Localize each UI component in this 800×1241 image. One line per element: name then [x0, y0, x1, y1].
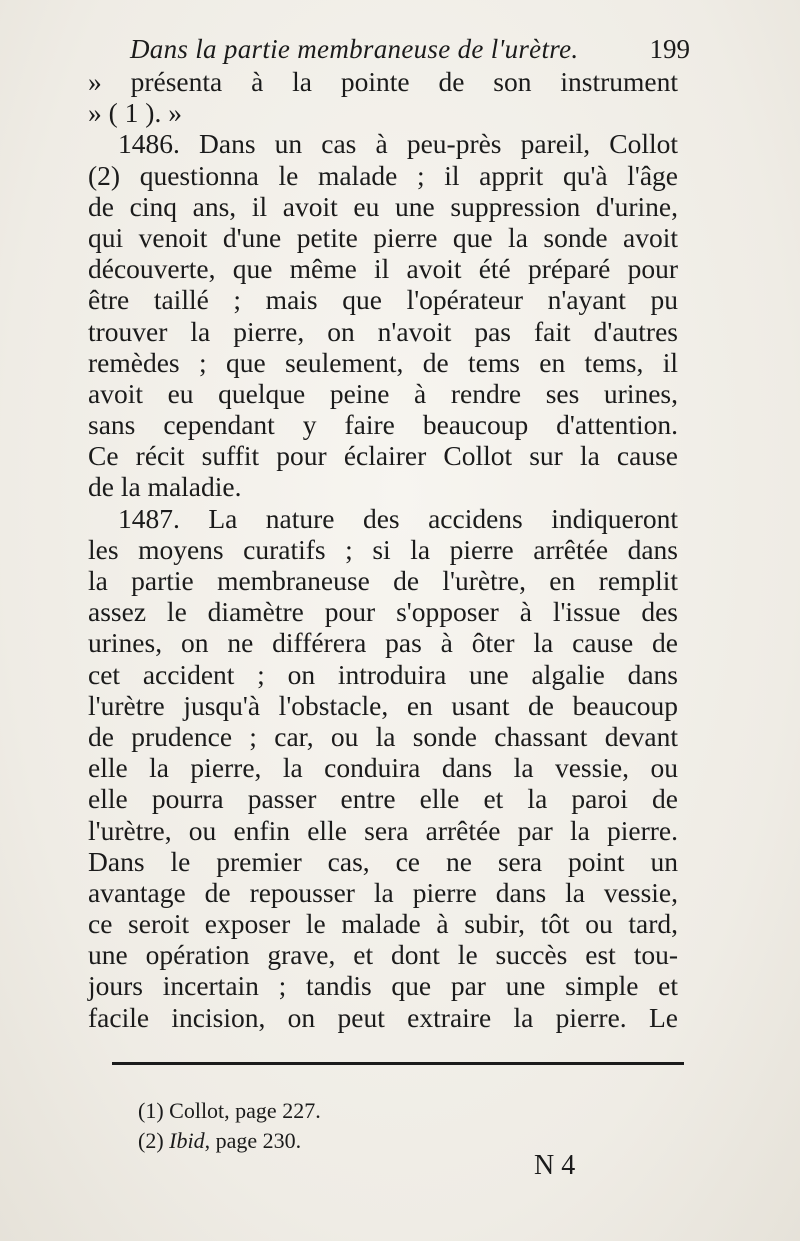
text-line: qui venoit d'une petite pierre que la sonde avoit: [88, 221, 678, 253]
footnote-2: [138, 1126, 321, 1156]
footnotes: [138, 1096, 321, 1156]
text-line: avantage de repousser la pierre dans la vessie,: [88, 876, 678, 908]
text-line: (2) questionna le malade ; il apprit qu'à l'âge: [88, 159, 678, 191]
text-line: 1486. Dans un cas à peu-près pareil, Collot: [118, 128, 678, 160]
text-line: de cinq ans, il avoit eu une suppression d'urine,: [88, 190, 678, 222]
text-line: Dans le premier cas, ce ne sera point un: [88, 845, 678, 877]
text-line: jours incertain ; tandis que par une simple et: [88, 970, 678, 1002]
text-line: » présenta à la pointe de son instrument: [88, 66, 678, 97]
signature-mark: N 4: [534, 1150, 576, 1181]
text-line: cet accident ; on introduira une algalie dans: [88, 658, 678, 690]
text-line: l'urètre jusqu'à l'obstacle, en usant de beaucoup: [88, 689, 678, 721]
footnote-2-ibid: Ibid: [169, 1128, 205, 1153]
text-line: trouver la pierre, on n'avoit pas fait d'autres: [88, 315, 678, 347]
text-line: elle la pierre, la conduira dans la vessie, ou: [88, 752, 678, 784]
footnote-1: (1) Collot, page 227.: [138, 1098, 321, 1123]
text-line: ce seroit exposer le malade à subir, tôt ou tard,: [88, 908, 678, 940]
text-line: les moyens curatifs ; si la pierre arrêtée dans: [88, 533, 678, 565]
footnote-2-suffix: , page 230.: [204, 1128, 302, 1153]
text-line: 1487. La nature des accidens indiqueront: [118, 502, 678, 534]
running-title: Dans la partie membraneuse de l'urètre.: [130, 34, 579, 64]
page-number: 199: [649, 34, 690, 64]
body-text: [88, 66, 678, 1033]
text-line: l'urètre, ou enfin elle sera arrêtée par la pierre.: [88, 814, 678, 846]
text-line: Ce récit suffit pour éclairer Collot sur la cause: [88, 440, 678, 472]
text-line: sans cependant y faire beaucoup d'attention.: [88, 409, 678, 441]
footnote-2-prefix: (2): [138, 1128, 170, 1153]
text-line: urines, on ne différera pas à ôter la cause de: [88, 627, 678, 659]
text-line: » ( 1 ). »: [88, 97, 182, 129]
text-line: de prudence ; car, ou la sonde chassant devant: [88, 720, 678, 752]
footnote-divider: [112, 1062, 684, 1065]
text-line: de la maladie.: [88, 471, 242, 503]
text-line: elle pourra passer entre elle et la paroi de: [88, 783, 678, 815]
text-line: remèdes ; que seulement, de tems en tems, il: [88, 346, 678, 378]
page-header: [130, 34, 690, 65]
text-line: facile incision, on peut extraire la pierre. Le: [88, 1001, 678, 1033]
text-line: découverte, que même il avoit été préparé pour: [88, 253, 678, 285]
text-line: avoit eu quelque peine à rendre ses urines,: [88, 377, 678, 409]
text-line: assez le diamètre pour s'opposer à l'issue des: [88, 596, 678, 628]
text-line: une opération grave, et dont le succès est tou-: [88, 939, 678, 971]
text-line: la partie membraneuse de l'urètre, en remplit: [88, 565, 678, 596]
text-line: être taillé ; mais que l'opérateur n'ayant pu: [88, 284, 678, 316]
